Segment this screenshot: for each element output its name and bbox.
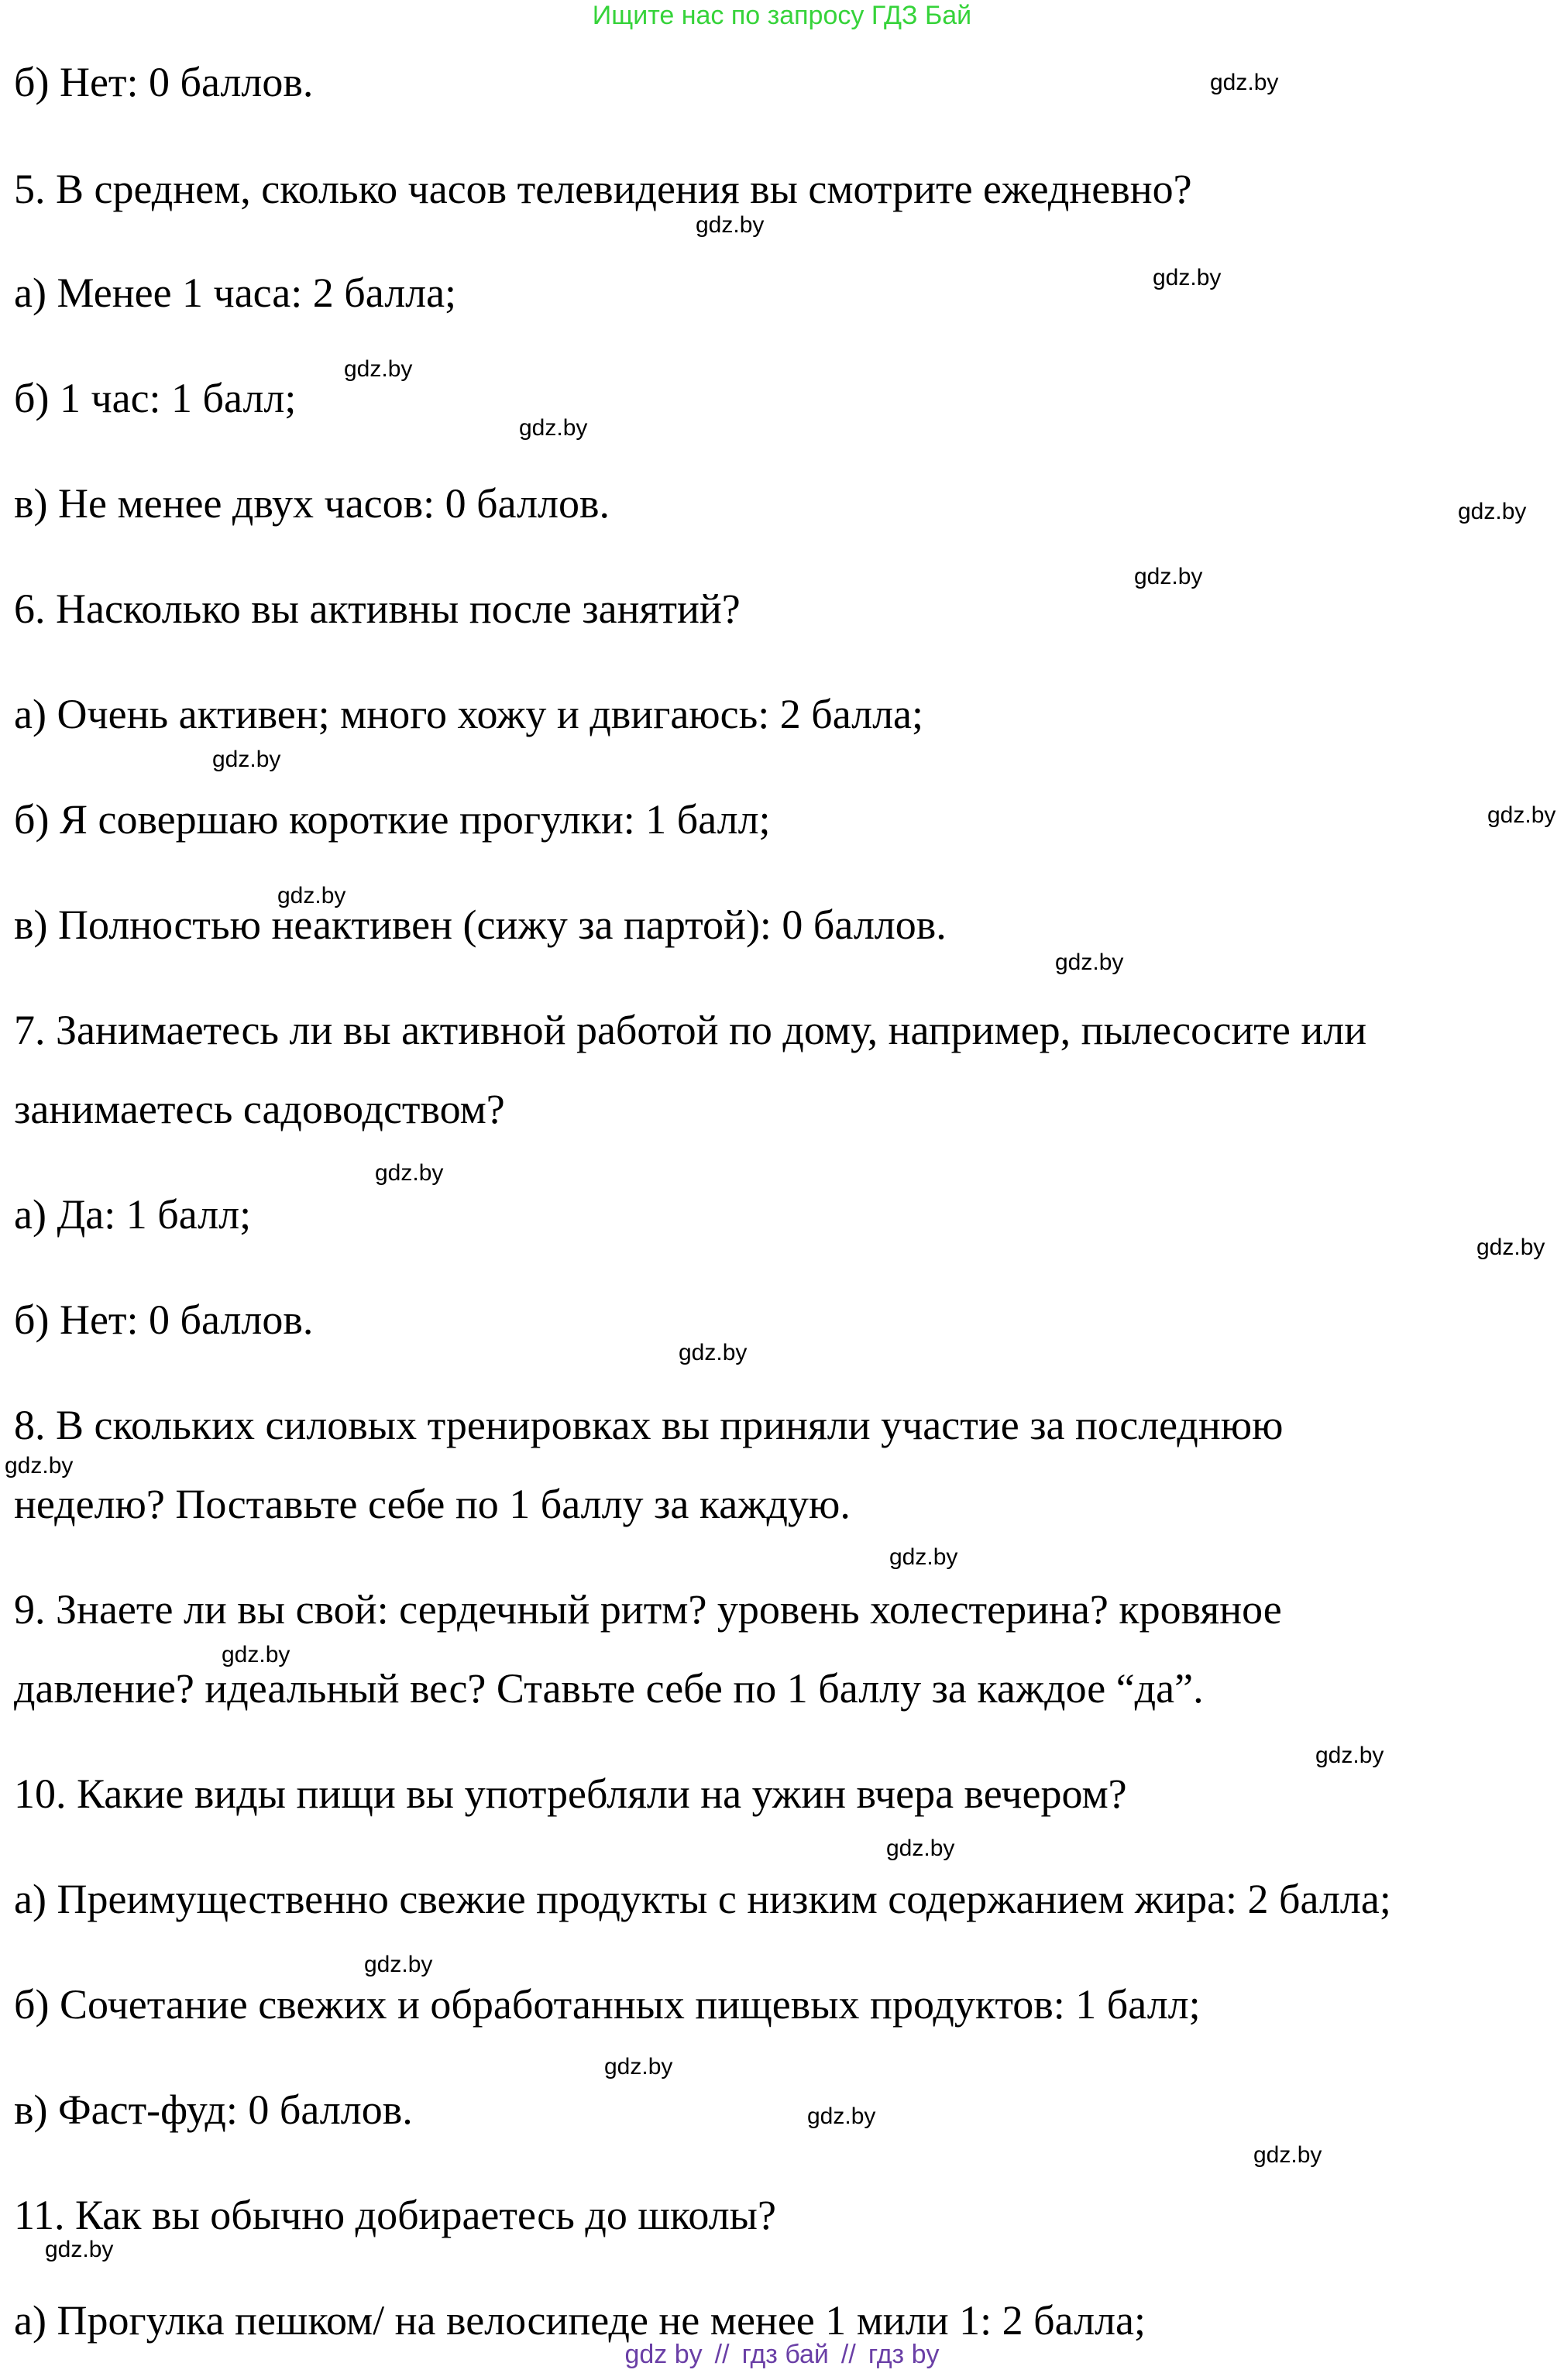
- answer-5c: в) Не менее двух часов: 0 баллов.: [14, 480, 610, 527]
- watermark: gdz.by: [375, 1160, 444, 1186]
- watermark: gdz.by: [1458, 499, 1527, 524]
- watermark: gdz.by: [45, 2237, 114, 2262]
- answer-6b: б) Я совершаю короткие прогулки: 1 балл;: [14, 796, 771, 843]
- watermark: gdz.by: [1253, 2142, 1322, 2168]
- watermark: gdz.by: [1487, 802, 1556, 828]
- answer-7b: б) Нет: 0 баллов.: [14, 1296, 314, 1343]
- watermark: gdz.by: [1153, 265, 1222, 290]
- answer-10a: а) Преимущественно свежие продукты с низким содержанием жира: 2 балла;: [14, 1876, 1391, 1922]
- footer-link-gdz-by[interactable]: gdz by: [624, 2340, 703, 2369]
- footer-link-gdz-bai[interactable]: гдз бай: [741, 2340, 829, 2369]
- watermark: gdz.by: [277, 883, 346, 908]
- watermark: gdz.by: [519, 415, 588, 441]
- watermark: gdz.by: [1134, 564, 1203, 589]
- question-10: 10. Какие виды пищи вы употребляли на ужин вчера вечером?: [14, 1770, 1127, 1817]
- question-8-cont: неделю? Поставьте себе по 1 баллу за каждую.: [14, 1481, 851, 1527]
- watermark: gdz.by: [696, 212, 765, 238]
- question-7-cont: занимаетесь садоводством?: [14, 1086, 505, 1132]
- footer-link-gdz-by-cyr[interactable]: гдз by: [868, 2340, 940, 2369]
- question-11: 11. Как вы обычно добираетесь до школы?: [14, 2192, 776, 2238]
- watermark: gdz.by: [1055, 950, 1124, 975]
- question-7: 7. Занимаетесь ли вы активной работой по дому, например, пылесосите или: [14, 1007, 1367, 1053]
- watermark: gdz.by: [212, 747, 281, 772]
- answer-6a: а) Очень активен; много хожу и двигаюсь: 2 балла;: [14, 691, 924, 737]
- question-6: 6. Насколько вы активны после занятий?: [14, 586, 741, 632]
- text-line: б) Нет: 0 баллов.: [14, 59, 314, 105]
- answer-10c: в) Фаст-фуд: 0 баллов.: [14, 2086, 413, 2133]
- answer-6c: в) Полностью неактивен (сижу за партой): 0 баллов.: [14, 902, 947, 948]
- watermark: gdz.by: [1210, 70, 1279, 95]
- watermark: gdz.by: [222, 1642, 290, 1667]
- footer-separator: //: [714, 2340, 730, 2369]
- watermark: gdz.by: [1315, 1743, 1384, 1768]
- question-8: 8. В скольких силовых тренировках вы приняли участие за последнюю: [14, 1402, 1284, 1448]
- answer-5b: б) 1 час: 1 балл;: [14, 375, 297, 421]
- question-9: 9. Знаете ли вы свой: сердечный ритм? уровень холестерина? кровяное: [14, 1586, 1282, 1633]
- watermark: gdz.by: [604, 2054, 673, 2079]
- question-5: 5. В среднем, сколько часов телевидения вы смотрите ежедневно?: [14, 166, 1192, 212]
- question-9-cont: давление? идеальный вес? Ставьте себе по 1 баллу за каждое “да”.: [14, 1665, 1204, 1712]
- watermark: gdz.by: [886, 1836, 955, 1861]
- header-search-link[interactable]: Ищите нас по запросу ГДЗ Бай: [592, 1, 972, 30]
- answer-10b: б) Сочетание свежих и обработанных пищевых продуктов: 1 балл;: [14, 1981, 1201, 2028]
- watermark: gdz.by: [344, 356, 413, 382]
- watermark: gdz.by: [5, 1453, 74, 1478]
- footer-separator: //: [840, 2340, 856, 2369]
- watermark: gdz.by: [889, 1544, 958, 1570]
- answer-5a: а) Менее 1 часа: 2 балла;: [14, 270, 457, 316]
- watermark: gdz.by: [364, 1952, 433, 1977]
- watermark: gdz.by: [807, 2104, 876, 2129]
- watermark: gdz.by: [679, 1340, 748, 1365]
- answer-11a: а) Прогулка пешком/ на велосипеде не менее 1 мили 1: 2 балла;: [14, 2297, 1146, 2344]
- watermark: gdz.by: [1476, 1235, 1545, 1260]
- answer-7a: а) Да: 1 балл;: [14, 1191, 252, 1238]
- footer-links: [0, 2339, 1564, 2370]
